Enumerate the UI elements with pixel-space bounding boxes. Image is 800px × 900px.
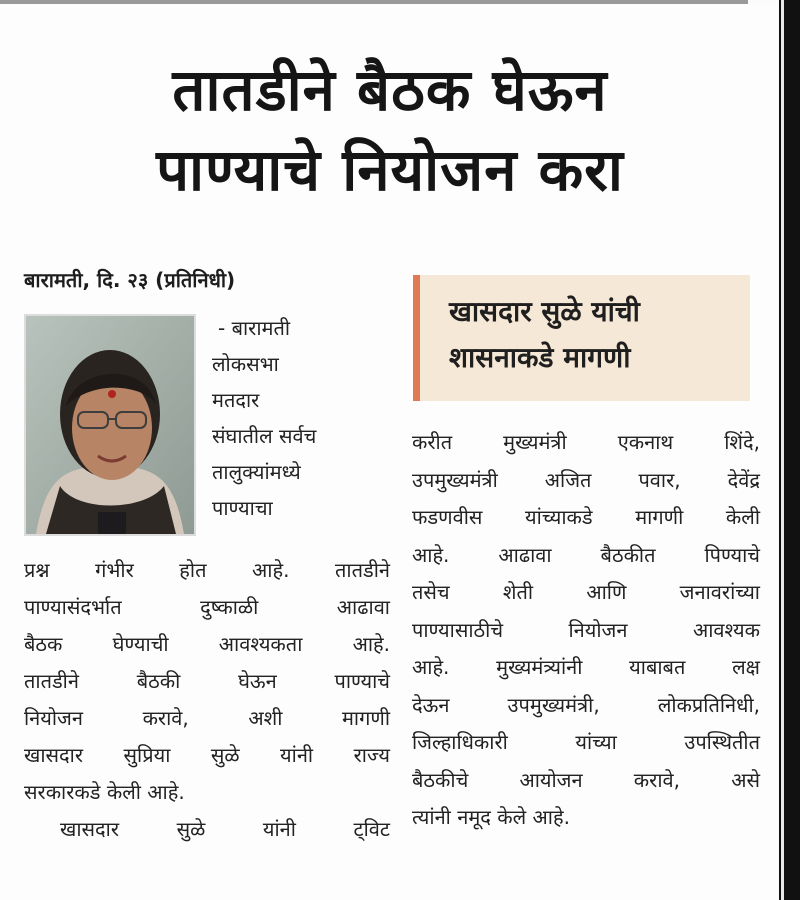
accent-bar bbox=[413, 275, 420, 401]
text-line: आहे. आढावा बैठकीत पिण्याचे bbox=[412, 542, 760, 567]
text-line: पाण्याचा bbox=[212, 496, 273, 520]
text-line: करीत मुख्यमंत्री एकनाथ शिंदे, bbox=[412, 430, 760, 454]
text-line: - बारामती bbox=[218, 316, 291, 340]
text-line: नियोजन करावे, अशी मागणी bbox=[24, 706, 390, 730]
side-text-block bbox=[212, 310, 382, 526]
subheading-line-1: खासदार सुळे यांची bbox=[449, 295, 640, 328]
text-line: पाण्यासाठीचे नियोजन आवश्यक bbox=[412, 617, 760, 642]
text-line: त्यांनी नमूद केले आहे. bbox=[412, 805, 570, 829]
text-line: तातडीने बैठकी घेऊन पाण्याचे bbox=[24, 669, 390, 693]
text-line: लोकसभा bbox=[212, 352, 279, 376]
top-border bbox=[0, 0, 748, 4]
text-line: मतदार bbox=[212, 388, 260, 412]
text-line: पाण्यासंदर्भात दुष्काळी आढावा bbox=[24, 595, 390, 619]
text-line: देऊन उपमुख्यमंत्री, लोकप्रतिनिधी, bbox=[412, 692, 760, 717]
text-line: खासदार सुप्रिया सुळे यांनी राज्य bbox=[24, 743, 390, 767]
subheading-box bbox=[413, 275, 750, 401]
text-line: प्रश्न गंभीर होत आहे. तातडीने bbox=[24, 558, 390, 582]
text-line: आहे. मुख्यमंत्र्यांनी याबाबत लक्ष bbox=[412, 655, 760, 679]
text-line: बैठकीचे आयोजन करावे, असे bbox=[412, 767, 760, 792]
text-line: खासदार सुळे यांनी ट्विट bbox=[60, 817, 390, 841]
dateline: बारामती, दि. २३ (प्रतिनिधी) bbox=[24, 268, 236, 292]
headline-line-1: तातडीने बैठक घेऊन bbox=[172, 56, 608, 124]
subheading bbox=[449, 289, 640, 381]
text-line: बैठक घेण्याची आवश्यकता आहे. bbox=[24, 632, 390, 656]
newspaper-clipping bbox=[0, 4, 778, 900]
text-line: उपमुख्यमंत्री अजित पवार, देवेंद्र bbox=[412, 467, 760, 492]
subheading-line-2: शासनाकडे मागणी bbox=[449, 341, 631, 374]
left-column bbox=[24, 552, 390, 848]
portrait-photo bbox=[24, 314, 196, 536]
portrait-image bbox=[26, 316, 194, 534]
headline bbox=[20, 50, 760, 210]
text-line: फडणवीस यांच्याकडे मागणी केली bbox=[412, 505, 760, 529]
text-line: संघातील सर्वच bbox=[212, 424, 317, 448]
headline-line-2: पाण्याचे नियोजन करा bbox=[156, 136, 624, 204]
text-line: सरकारकडे केली आहे. bbox=[24, 780, 185, 804]
text-line: तालुक्यांमध्ये bbox=[212, 460, 301, 484]
right-column bbox=[412, 424, 760, 837]
text-line: तसेच शेती आणि जनावरांच्या bbox=[412, 580, 760, 604]
right-edge bbox=[779, 0, 800, 900]
text-line: जिल्हाधिकारी यांच्या उपस्थितीत bbox=[412, 730, 760, 754]
